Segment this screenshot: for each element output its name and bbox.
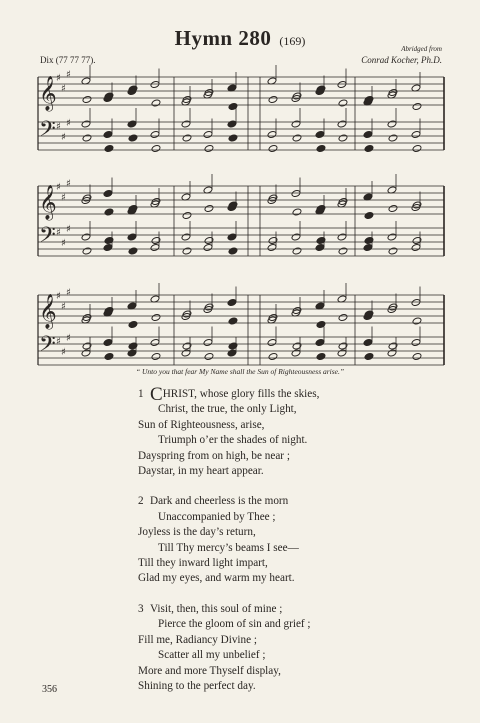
note-head: [82, 134, 92, 142]
note-head: [364, 352, 374, 360]
note-head: [411, 338, 421, 346]
note-head: [315, 338, 325, 346]
sharp-icon: ♯: [66, 178, 71, 190]
note-head: [81, 349, 91, 357]
note-head: [291, 349, 301, 357]
note-head: [228, 102, 238, 110]
verse-3: [138, 602, 319, 694]
verse-line: Sun of Righteousness, arise,: [138, 418, 265, 431]
page-number: 356: [42, 684, 57, 695]
note-head: [268, 236, 278, 244]
note-head: [268, 95, 278, 103]
note-head: [150, 80, 160, 88]
verse-line: Pierce the gloom of sin and grief ;: [158, 618, 311, 631]
note-head: [151, 144, 161, 152]
note-head: [363, 130, 373, 138]
sharp-icon: ♯: [61, 238, 66, 249]
note-head: [411, 130, 421, 138]
verse-1: [138, 384, 320, 479]
note-head: [204, 204, 214, 212]
bass-clef-icon: 𝄢: [39, 332, 56, 362]
note-head: [387, 233, 397, 241]
treble-clef-icon: 𝄞: [39, 76, 57, 111]
note-head: [291, 189, 301, 197]
verse-line: Triumph o’er the shades of night.: [158, 434, 308, 447]
verse-line: Fill me, Radiancy Divine ;: [138, 633, 258, 646]
note-head: [127, 233, 137, 241]
note-head: [104, 144, 114, 152]
note-head: [411, 298, 421, 306]
treble-clef-icon: 𝄞: [39, 185, 57, 220]
note-head: [337, 80, 347, 88]
note-head: [227, 233, 237, 241]
tune-name: Dix (77 77 77).: [40, 55, 96, 65]
note-head: [364, 144, 374, 152]
note-head: [181, 120, 191, 128]
attribution-composer: Conrad Kocher, Ph.D.: [361, 55, 442, 65]
verse-line: HRIST, whose glory fills the skies,: [162, 388, 320, 400]
note-head: [150, 243, 160, 251]
note-head: [412, 236, 422, 244]
note-head: [150, 338, 160, 346]
note-head: [387, 120, 397, 128]
bass-clef-icon: 𝄢: [39, 117, 56, 147]
note-head: [291, 233, 301, 241]
note-head: [182, 342, 192, 350]
note-head: [128, 320, 138, 328]
note-head: [182, 247, 192, 255]
sharp-icon: ♯: [66, 118, 71, 129]
note-head: [316, 144, 326, 152]
note-head: [203, 130, 213, 138]
sharp-icon: ♯: [61, 301, 66, 313]
note-head: [363, 243, 373, 251]
note-head: [228, 134, 238, 142]
note-head: [228, 317, 238, 325]
note-head: [127, 349, 137, 357]
sharp-icon: ♯: [66, 287, 71, 299]
verse-line: Visit, then, this soul of mine ;: [150, 602, 283, 615]
sharp-icon: ♯: [66, 333, 71, 344]
verse-line: Scatter all my unbelief ;: [158, 649, 266, 662]
note-head: [228, 342, 238, 350]
verse-line: Unaccompanied by Thee ;: [158, 510, 276, 523]
note-head: [291, 120, 301, 128]
treble-clef-icon: 𝄞: [39, 294, 57, 329]
note-head: [268, 352, 278, 360]
verse-number: 3: [138, 602, 144, 615]
verse-line: Shining to the perfect day.: [138, 679, 256, 692]
note-head: [316, 320, 326, 328]
note-head: [337, 233, 347, 241]
note-head: [337, 120, 347, 128]
verse-line: Daystar, in my heart appear.: [138, 465, 264, 478]
note-head: [411, 243, 421, 251]
note-head: [412, 102, 422, 110]
epigraph: “ Unto you that fear My Name shall the Sun of Righteousness arise.”: [135, 367, 345, 376]
verses: [138, 384, 320, 709]
verse-2: [138, 494, 319, 586]
sharp-icon: ♯: [56, 182, 61, 193]
note-head: [316, 352, 326, 360]
verse-line: Till Thy mercy’s beams I see—: [158, 541, 299, 554]
sharp-icon: ♯: [56, 291, 61, 302]
note-head: [228, 247, 238, 255]
note-head: [363, 338, 373, 346]
note-head: [128, 342, 138, 350]
note-head: [151, 236, 161, 244]
note-head: [227, 349, 237, 357]
note-head: [128, 134, 138, 142]
note-head: [128, 247, 138, 255]
note-head: [82, 342, 92, 350]
note-head: [103, 243, 113, 251]
note-head: [82, 95, 92, 103]
drop-cap: C: [150, 384, 163, 405]
note-head: [203, 243, 213, 251]
verse-number: 2: [138, 495, 144, 508]
note-head: [103, 338, 113, 346]
note-head: [292, 342, 302, 350]
verse-line: Dayspring from on high, be near ;: [138, 449, 290, 462]
note-head: [227, 120, 237, 128]
note-head: [292, 247, 302, 255]
note-head: [204, 144, 214, 152]
note-head: [81, 120, 91, 128]
note-head: [388, 134, 398, 142]
note-head: [151, 352, 161, 360]
note-head: [315, 130, 325, 138]
note-head: [316, 236, 326, 244]
note-head: [103, 130, 113, 138]
note-head: [151, 313, 161, 321]
note-head: [103, 189, 113, 197]
note-head: [81, 233, 91, 241]
note-head: [338, 99, 348, 107]
sharp-icon: ♯: [56, 121, 61, 133]
note-head: [364, 211, 374, 219]
note-head: [267, 338, 277, 346]
note-head: [182, 134, 192, 142]
note-head: [181, 349, 191, 357]
verse-line: Joyless is the day’s return,: [138, 526, 256, 539]
sharp-icon: ♯: [61, 83, 66, 95]
note-head: [412, 317, 422, 325]
note-head: [364, 236, 374, 244]
note-head: [387, 349, 397, 357]
note-head: [150, 130, 160, 138]
bass-clef-icon: 𝄢: [39, 223, 56, 253]
hymn-title-text: Hymn 280: [174, 26, 272, 50]
note-head: [338, 342, 348, 350]
note-head: [104, 236, 114, 244]
sharp-icon: ♯: [66, 69, 71, 81]
verse-line: Dark and cheerless is the morn: [150, 495, 289, 508]
note-head: [315, 243, 325, 251]
note-head: [412, 352, 422, 360]
sharp-icon: ♯: [61, 132, 66, 143]
note-head: [104, 352, 114, 360]
sharp-icon: ♯: [56, 227, 61, 239]
note-head: [82, 247, 92, 255]
note-head: [104, 208, 114, 216]
sharp-icon: ♯: [61, 347, 66, 358]
verse-number: 1: [138, 388, 144, 400]
verse-line: Christ, the true, the only Light,: [158, 403, 297, 416]
verse-line: Till they inward light impart,: [138, 557, 268, 570]
sharp-icon: ♯: [61, 192, 66, 204]
note-head: [227, 298, 237, 306]
note-head: [292, 134, 302, 142]
note-head: [337, 349, 347, 357]
note-head: [182, 211, 192, 219]
note-head: [267, 243, 277, 251]
note-head: [388, 204, 398, 212]
verse-line: Glad my eyes, and warm my heart.: [138, 572, 295, 585]
note-head: [338, 247, 348, 255]
note-head: [412, 144, 422, 152]
note-head: [338, 134, 348, 142]
note-head: [204, 236, 214, 244]
attribution-line-1: Abridged from: [401, 45, 442, 53]
hymn-number: (169): [279, 34, 306, 48]
note-head: [267, 130, 277, 138]
sharp-icon: ♯: [56, 73, 61, 84]
note-head: [388, 342, 398, 350]
sharp-icon: ♯: [66, 224, 71, 235]
verse-line: More and more Thyself display,: [138, 664, 281, 677]
note-head: [292, 208, 302, 216]
note-head: [151, 99, 161, 107]
note-head: [338, 313, 348, 321]
note-head: [203, 338, 213, 346]
note-head: [127, 120, 137, 128]
sharp-icon: ♯: [56, 336, 61, 348]
note-head: [181, 233, 191, 241]
note-head: [388, 247, 398, 255]
note-head: [268, 144, 278, 152]
note-head: [204, 352, 214, 360]
